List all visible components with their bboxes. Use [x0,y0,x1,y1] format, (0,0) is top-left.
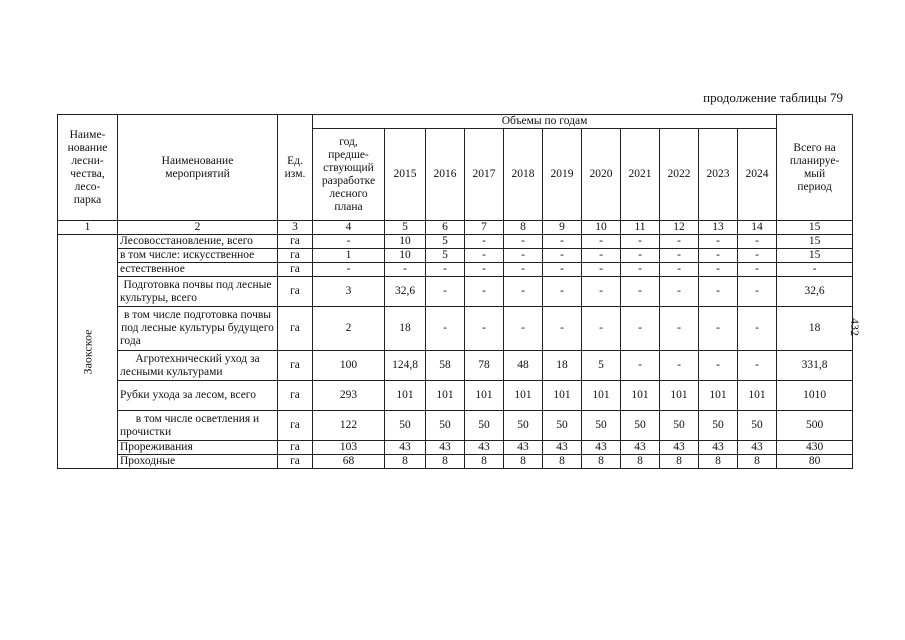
year-value-cell: - [699,263,738,277]
prev-year-cell: 103 [313,441,385,455]
year-value-cell: 43 [621,441,660,455]
unit-cell: га [278,411,313,441]
column-number: 14 [738,221,777,235]
header-volumes-by-year: Объемы по годам [313,115,777,129]
year-value-cell: - [660,235,699,249]
year-value-cell: 8 [699,455,738,469]
year-value-cell: 43 [660,441,699,455]
forest-plan-table [57,114,853,469]
total-cell: 32,6 [777,277,853,307]
table-row [58,381,853,411]
measure-name: Рубки ухода за лесом, всего [118,381,278,411]
year-value-cell: - [543,263,582,277]
year-value-cell: 124,8 [385,351,426,381]
total-cell: 18 [777,307,853,351]
total-cell: 500 [777,411,853,441]
unit-cell: га [278,455,313,469]
year-value-cell: - [543,307,582,351]
year-value-cell: 8 [621,455,660,469]
header-year: 2020 [582,129,621,221]
unit-cell: га [278,263,313,277]
year-value-cell: 5 [582,351,621,381]
header-year: 2017 [465,129,504,221]
year-value-cell: 8 [504,455,543,469]
year-value-cell: 43 [582,441,621,455]
unit-cell: га [278,381,313,411]
year-value-cell: - [582,263,621,277]
column-number: 13 [699,221,738,235]
year-value-cell: 5 [426,249,465,263]
year-value-cell: 43 [504,441,543,455]
year-value-cell: 50 [504,411,543,441]
header-year: 2023 [699,129,738,221]
prev-year-cell: 122 [313,411,385,441]
year-value-cell: - [426,277,465,307]
year-value-cell: 50 [385,411,426,441]
column-number: 10 [582,221,621,235]
year-value-cell: 50 [699,411,738,441]
column-number: 9 [543,221,582,235]
column-number: 7 [465,221,504,235]
prev-year-cell: 68 [313,455,385,469]
year-value-cell: 5 [426,235,465,249]
measure-name: Проходные [118,455,278,469]
year-value-cell: - [660,263,699,277]
total-cell: 1010 [777,381,853,411]
prev-year-cell: 1 [313,249,385,263]
year-value-cell: 101 [699,381,738,411]
year-value-cell: - [660,277,699,307]
column-number: 2 [118,221,278,235]
column-number: 3 [278,221,313,235]
year-value-cell: - [738,263,777,277]
table-row [58,455,853,469]
year-value-cell: - [738,351,777,381]
prev-year-cell: 293 [313,381,385,411]
year-value-cell: 18 [543,351,582,381]
year-value-cell: - [738,249,777,263]
prev-year-cell: - [313,235,385,249]
table-row [58,351,853,381]
measure-name: в том числе подготовка почвы под лесные культуры будущего года [118,307,278,351]
year-value-cell: 43 [465,441,504,455]
table-row [58,277,853,307]
measure-name: Прореживания [118,441,278,455]
year-value-cell: 43 [426,441,465,455]
year-value-cell: - [699,277,738,307]
forestry-name: Заокское [80,329,94,374]
header-year: 2015 [385,129,426,221]
year-value-cell: - [385,263,426,277]
column-number: 5 [385,221,426,235]
year-value-cell: - [504,249,543,263]
year-value-cell: - [582,277,621,307]
year-value-cell: 78 [465,351,504,381]
total-cell: 331,8 [777,351,853,381]
year-value-cell: - [738,307,777,351]
year-value-cell: - [738,277,777,307]
table-row [58,249,853,263]
year-value-cell: 101 [504,381,543,411]
unit-cell: га [278,249,313,263]
year-value-cell: - [504,307,543,351]
year-value-cell: 8 [426,455,465,469]
year-value-cell: - [543,277,582,307]
unit-cell: га [278,307,313,351]
total-cell: 15 [777,235,853,249]
year-value-cell: 10 [385,235,426,249]
table-row [58,411,853,441]
unit-cell: га [278,441,313,455]
column-number: 12 [660,221,699,235]
prev-year-cell: 2 [313,307,385,351]
year-value-cell: 8 [660,455,699,469]
year-value-cell: - [621,249,660,263]
year-value-cell: - [699,351,738,381]
total-cell: 430 [777,441,853,455]
year-value-cell: 8 [465,455,504,469]
table-row [58,441,853,455]
year-value-cell: 43 [543,441,582,455]
year-value-cell: 32,6 [385,277,426,307]
unit-cell: га [278,351,313,381]
year-value-cell: - [660,351,699,381]
year-value-cell: - [465,249,504,263]
header-total: Всего на планируе- мый период [777,115,853,221]
year-value-cell: 50 [582,411,621,441]
year-value-cell: 43 [385,441,426,455]
year-value-cell: 101 [582,381,621,411]
year-value-cell: - [699,249,738,263]
column-number: 4 [313,221,385,235]
year-value-cell: 10 [385,249,426,263]
year-value-cell: - [699,307,738,351]
measure-name: Подготовка почвы под лесные культуры, всего [118,277,278,307]
year-value-cell: 50 [660,411,699,441]
prev-year-cell: 100 [313,351,385,381]
year-value-cell: 101 [465,381,504,411]
year-value-cell: 101 [621,381,660,411]
column-number: 6 [426,221,465,235]
year-value-cell: 50 [465,411,504,441]
header-year: 2024 [738,129,777,221]
year-value-cell: - [465,263,504,277]
header-unit: Ед. изм. [278,115,313,221]
year-value-cell: - [621,235,660,249]
year-value-cell: 101 [738,381,777,411]
year-value-cell: 8 [582,455,621,469]
year-value-cell: - [699,235,738,249]
year-value-cell: 8 [738,455,777,469]
year-value-cell: 101 [543,381,582,411]
year-value-cell: 18 [385,307,426,351]
measure-name: в том числе осветления и прочистки [118,411,278,441]
column-number: 8 [504,221,543,235]
year-value-cell: - [504,235,543,249]
table-row [58,263,853,277]
unit-cell: га [278,277,313,307]
table-row [58,307,853,351]
header-forestry: Наиме- нование лесни- чества, лесо- парка [58,115,118,221]
year-value-cell: - [621,263,660,277]
year-value-cell: - [504,277,543,307]
header-year: 2022 [660,129,699,221]
year-value-cell: - [738,235,777,249]
total-cell: 80 [777,455,853,469]
year-value-cell: 8 [385,455,426,469]
year-value-cell: 50 [621,411,660,441]
header-year: 2021 [621,129,660,221]
header-year: 2016 [426,129,465,221]
year-value-cell: 101 [660,381,699,411]
year-value-cell: - [465,307,504,351]
year-value-cell: 8 [543,455,582,469]
header-year: 2019 [543,129,582,221]
year-value-cell: - [426,307,465,351]
forestry-cell [58,235,118,469]
year-value-cell: - [582,307,621,351]
header-year-before: год, предше- ствующий разработке лесного плана [313,129,385,221]
year-value-cell: - [426,263,465,277]
year-value-cell: 50 [543,411,582,441]
year-value-cell: 48 [504,351,543,381]
year-value-cell: 50 [738,411,777,441]
year-value-cell: - [582,235,621,249]
measure-name: естественное [118,263,278,277]
header-year: 2018 [504,129,543,221]
table-continuation-caption: продолжение таблицы 79 [703,90,843,105]
column-number: 1 [58,221,118,235]
year-value-cell: - [543,235,582,249]
year-value-cell: - [582,249,621,263]
year-value-cell: 58 [426,351,465,381]
year-value-cell: - [621,277,660,307]
unit-cell: га [278,235,313,249]
year-value-cell: - [660,307,699,351]
page-number: 432 [848,318,862,336]
year-value-cell: - [660,249,699,263]
column-number: 11 [621,221,660,235]
year-value-cell: 101 [426,381,465,411]
year-value-cell: 43 [738,441,777,455]
year-value-cell: - [621,307,660,351]
year-value-cell: 43 [699,441,738,455]
prev-year-cell: - [313,263,385,277]
year-value-cell: 101 [385,381,426,411]
column-number: 15 [777,221,853,235]
measure-name: Лесовосстановление, всего [118,235,278,249]
year-value-cell: - [465,235,504,249]
total-cell: - [777,263,853,277]
table-row [58,235,853,249]
year-value-cell: - [621,351,660,381]
year-value-cell: - [465,277,504,307]
measure-name: в том числе: искусственное [118,249,278,263]
measure-name: Агротехнический уход за лесными культурами [118,351,278,381]
header-measure-name: Наименование мероприятий [118,115,278,221]
prev-year-cell: 3 [313,277,385,307]
total-cell: 15 [777,249,853,263]
year-value-cell: - [504,263,543,277]
year-value-cell: 50 [426,411,465,441]
year-value-cell: - [543,249,582,263]
